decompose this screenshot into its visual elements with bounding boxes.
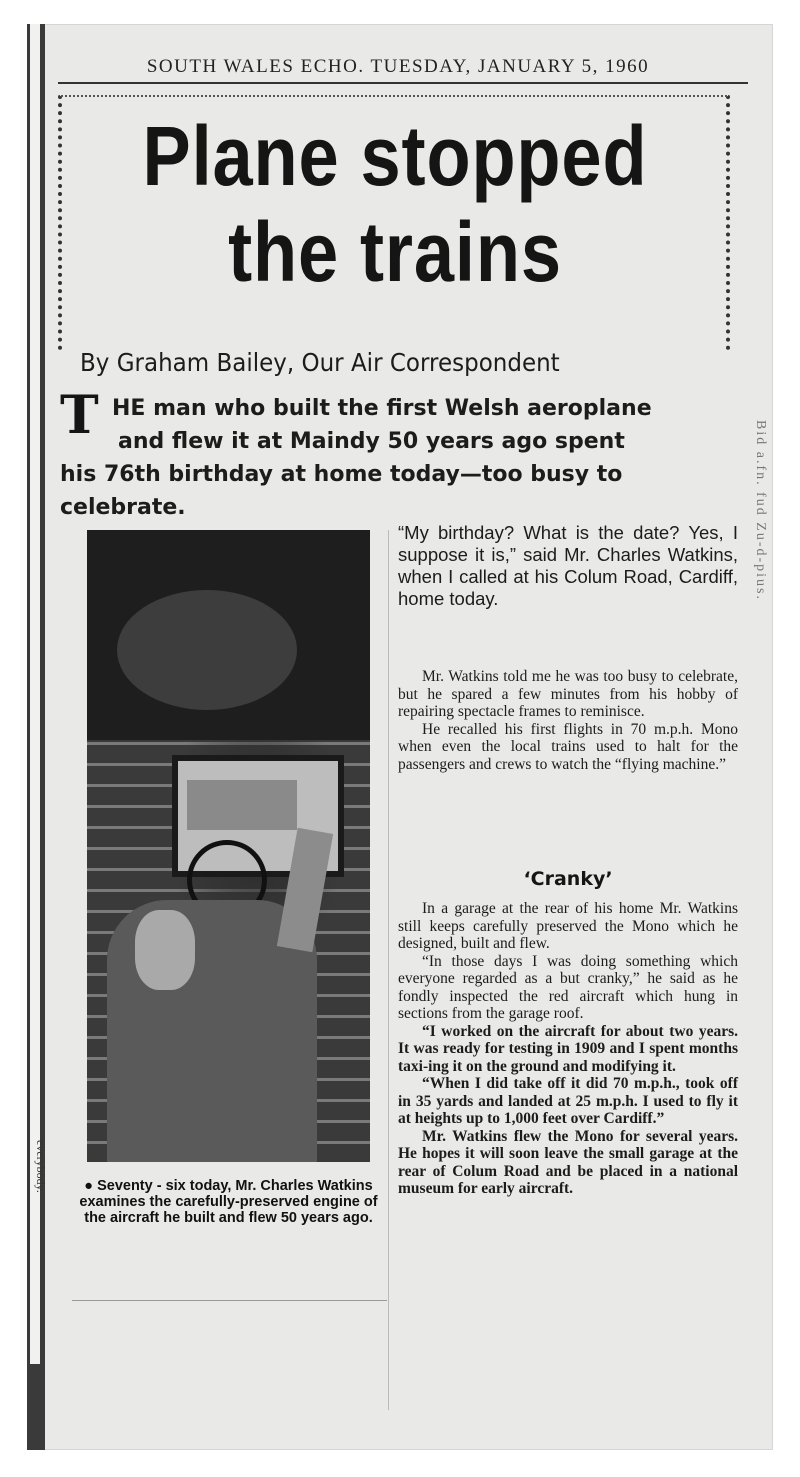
article-paragraph-1: “My birthday? What is the date? Yes, I suppose it is,” said Mr. Charles Watkins, when I called at his Colum Road, Cardiff, home today.: [398, 522, 738, 609]
photo-man-face: [135, 910, 195, 990]
lede-line-2: and flew it at Maindy 50 years ago spent: [118, 429, 625, 454]
headline-line-1: Plane stopped: [142, 109, 648, 203]
left-margin-text: everybody.: [34, 1140, 48, 1193]
right-margin-text: Bid a.fn. fud Zu-d-pius.: [753, 420, 768, 601]
article-paragraph-8: Mr. Watkins flew the Mono for several years. He hopes it will soon leave the small garage at the rear of Colum Road and be placed in a national museum for early aircraft.: [398, 1127, 738, 1197]
article-paragraph-3: He recalled his first flights in 70 m.p.h. Mono when even the local trains used to halt for the passengers and crews to watch the “flying machine.”: [398, 720, 738, 773]
article-paragraph-4: In a garage at the rear of his home Mr. Watkins still keeps carefully preserved the Mono which he designed, built and flew.: [398, 900, 738, 952]
lede-line-1: HE man who built the first Welsh aeroplane: [112, 396, 652, 421]
headline: [116, 108, 675, 300]
article-column-lead: [398, 522, 738, 610]
article-paragraph-5: “In those days I was doing something which everyone regarded as a but cranky,” he said as he fondly inspected the red aircraft which hung in sections from the garage roof.: [398, 952, 738, 1022]
lede-line-3: his 76th birthday at home today—too busy to: [60, 462, 623, 487]
dateline-rule: [58, 82, 748, 84]
headline-line-2: the trains: [228, 205, 562, 299]
photo-aircraft-engine: [187, 780, 297, 830]
photo-caption: ● Seventy - six today, Mr. Charles Watkins examines the carefully-preserved engine of the aircraft he built and flew 50 years ago.: [79, 1178, 378, 1226]
article-paragraph-7: “When I did take off it did 70 m.p.h., took off in 35 yards and landed at 25 m.p.h. I used to fly it at heights up to 1,000 feet over Cardiff.”: [398, 1075, 738, 1127]
article-column-lower: [398, 900, 738, 1198]
photo-foliage: [117, 590, 297, 710]
article-photo: [87, 530, 370, 1162]
lede-line-4: celebrate.: [60, 495, 186, 520]
column-rule: [388, 530, 389, 1410]
article-paragraph-6: “I worked on the aircraft for about two years. It was ready for testing in 1909 and I spent months taxi-ing it on the ground and modifying it.: [398, 1022, 738, 1075]
dateline: SOUTH WALES ECHO. TUESDAY, JANUARY 5, 1960: [146, 56, 650, 77]
article-subhead: ‘Cranky’: [523, 868, 613, 890]
caption-rule: [72, 1300, 387, 1301]
lede-dropcap: T: [60, 385, 99, 446]
article-column-upper: [398, 668, 738, 773]
byline: By Graham Bailey, Our Air Correspondent: [80, 348, 560, 377]
article-paragraph-2: Mr. Watkins told me he was too busy to celebrate, but he spared a few minutes from his hobby of repairing spectacle frames to reminisce.: [398, 668, 738, 720]
lede-paragraph: [60, 385, 740, 524]
